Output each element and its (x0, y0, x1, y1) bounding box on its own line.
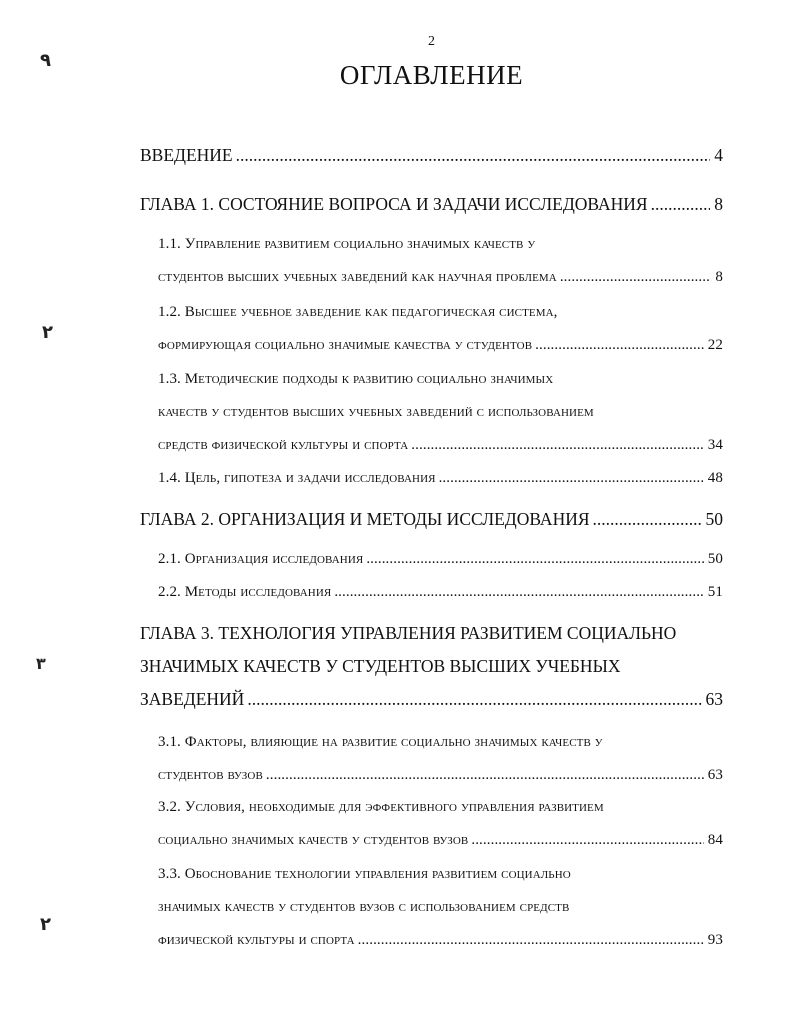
leader-dots (366, 543, 703, 576)
leader-dots (593, 503, 702, 536)
page-number: 2 (428, 34, 435, 49)
toc-page-number: 93 (707, 932, 723, 948)
toc-entry-text: социально значимых качеств у студентов вузов (158, 832, 469, 848)
toc-entry-text: средств физической культуры и спорта (158, 437, 409, 453)
toc-entry-section-1-2[interactable] (158, 296, 723, 362)
toc-entry-text: студентов высших учебных заведений как научная проблема (158, 269, 557, 285)
toc-entry-section-3-2[interactable] (158, 791, 723, 857)
leader-dots (471, 824, 703, 857)
toc-page-number: 63 (707, 767, 723, 783)
toc-entry-section-1-4[interactable] (158, 462, 723, 495)
toc-page-number: 4 (714, 145, 723, 165)
toc-entry-text: 3.1. Факторы, влияющие на развитие социально значимых качеств у (158, 734, 603, 750)
toc-entry-section-2-1[interactable] (158, 543, 723, 576)
leader-dots (651, 188, 711, 221)
toc-page-number: 48 (707, 470, 723, 486)
toc-entry-text: 2.2. Методы исследования (158, 584, 332, 600)
toc-entry-section-1-1[interactable] (158, 228, 723, 294)
toc-entry-text: ВВЕДЕНИЕ (140, 145, 233, 165)
toc-entry-text: 1.4. Цель, гипотеза и задачи исследования (158, 470, 436, 486)
leader-dots (334, 576, 703, 609)
toc-entry-text: 2.1. Организация исследования (158, 551, 364, 567)
toc-page-number: 22 (707, 337, 723, 353)
toc-entry-text: 1.3. Методические подходы к развитию социально значимых (158, 371, 554, 387)
toc-page-number: 50 (707, 551, 723, 567)
toc-entry-text: качеств у студентов высших учебных заведений с использованием (158, 404, 594, 420)
toc-entry-text: 1.2. Высшее учебное заведение как педагогическая система, (158, 304, 558, 320)
leader-dots (560, 261, 712, 294)
toc-entry-text: физической культуры и спорта (158, 932, 355, 948)
toc-entry-text: 1.1. Управление развитием социально значимых качеств у (158, 236, 536, 252)
toc-entry-introduction[interactable] (140, 139, 723, 172)
toc-entry-text: ЗАВЕДЕНИЙ (140, 689, 245, 709)
margin-mark-3: ٣ (36, 654, 46, 673)
toc-entry-text: 3.2. Условия, необходимые для эффективного управления развитием (158, 799, 604, 815)
toc-page-number: 8 (714, 194, 723, 214)
toc-page-number: 8 (715, 269, 723, 285)
toc-entry-chapter-2[interactable] (140, 503, 723, 536)
toc-entry-text: значимых качеств у студентов вузов с использованием средств (158, 899, 570, 915)
toc-entry-text: ЗНАЧИМЫХ КАЧЕСТВ У СТУДЕНТОВ ВЫСШИХ УЧЕБНЫХ (140, 656, 621, 676)
leader-dots (411, 429, 704, 462)
toc-page-number: 63 (705, 689, 723, 709)
toc-entry-section-1-3[interactable] (158, 363, 723, 462)
toc-entry-section-3-3[interactable] (158, 858, 723, 957)
margin-mark-2: ٢ (42, 322, 53, 343)
leader-dots (358, 924, 704, 957)
toc-entry-chapter-3[interactable] (140, 617, 723, 716)
toc-entry-text: ГЛАВА 2. ОРГАНИЗАЦИЯ И МЕТОДЫ ИССЛЕДОВАНИЯ (140, 509, 590, 529)
toc-page-number: 34 (707, 437, 723, 453)
toc-title: ОГЛАВЛЕНИЕ (339, 60, 524, 90)
toc-entry-section-2-2[interactable] (158, 576, 723, 609)
margin-mark-1: ٩ (40, 50, 51, 71)
toc-entry-text: студентов вузов (158, 767, 263, 783)
toc-page-number: 51 (707, 584, 723, 600)
toc-entry-section-3-1[interactable] (158, 726, 723, 792)
toc-page-number: 84 (707, 832, 723, 848)
leader-dots (439, 462, 704, 495)
leader-dots (266, 759, 704, 792)
toc-entry-text: ГЛАВА 1. СОСТОЯНИЕ ВОПРОСА И ЗАДАЧИ ИССЛЕДОВАНИЯ (140, 194, 648, 214)
toc-entry-text: ГЛАВА 3. ТЕХНОЛОГИЯ УПРАВЛЕНИЯ РАЗВИТИЕМ СОЦИАЛЬНО (140, 623, 677, 643)
leader-dots (535, 329, 704, 362)
toc-entry-chapter-1[interactable] (140, 188, 723, 221)
leader-dots (247, 683, 701, 716)
toc-page-number: 50 (705, 509, 723, 529)
toc-entry-text: 3.3. Обоснование технологии управления развитием социально (158, 866, 571, 882)
margin-mark-4: ٢ (40, 914, 51, 935)
toc-entry-text: формирующая социально значимые качества у студентов (158, 337, 533, 353)
leader-dots (236, 139, 711, 172)
